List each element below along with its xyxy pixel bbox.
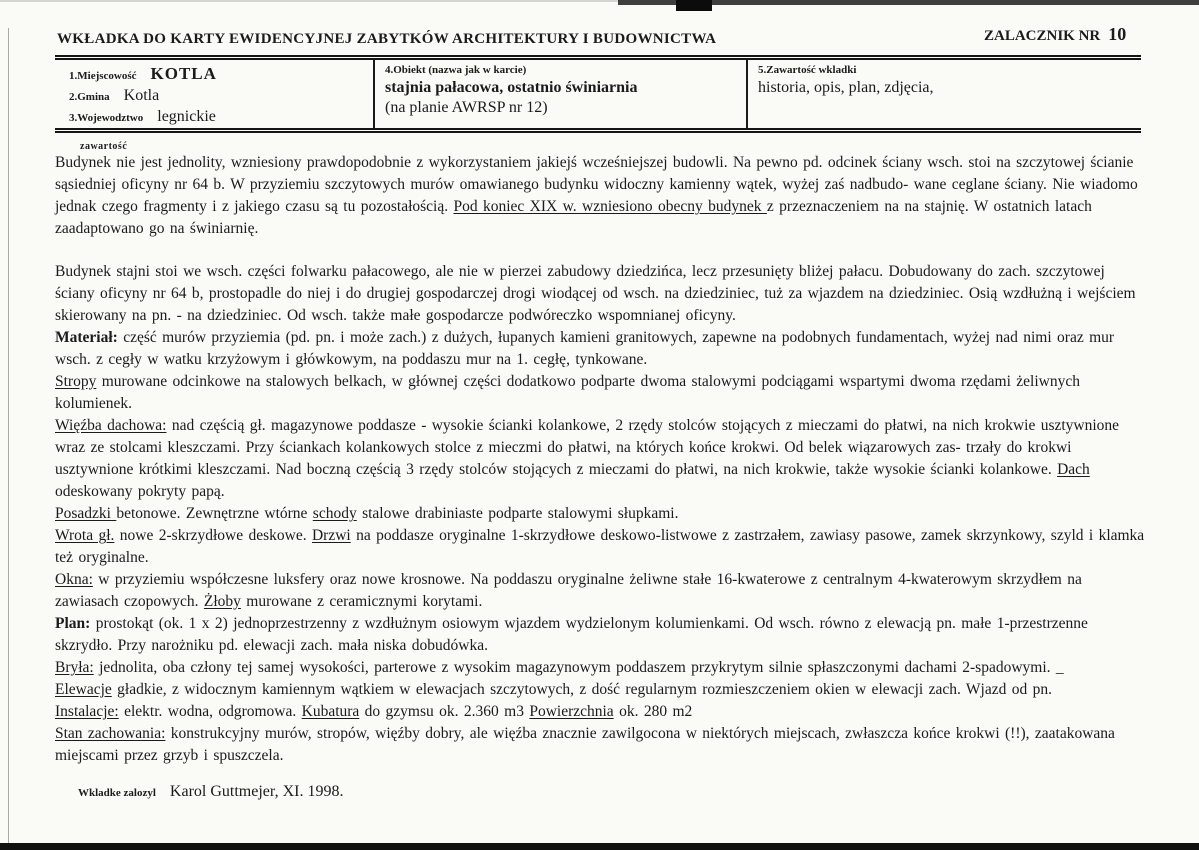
underlined-term: Pod koniec XIX w. wzniesiono obecny budynek [453,198,767,215]
text-segment: ok. 280 m2 [613,703,693,720]
footer [78,783,343,801]
body-paragraph [55,371,1149,415]
text-segment: jednolita, oba człony tej samej wysokości, parterowe z wysokim magazynowym poddaszem przykrytym silnie spłaszczonymi dachami 2-spadowymi. _ [93,659,1064,676]
field-value-obiekt-line1: stajnia pałacowa, ostatnio świniarnia [385,79,638,96]
body-paragraph [55,569,1149,613]
underlined-term: Wrota gł. [55,527,115,544]
section-label: zawartość [80,141,128,152]
field-gmina [69,87,365,105]
scan-artifact-left-edge [8,28,9,843]
attachment-label: ZALACZNIK NR [984,28,1101,44]
field-value-wojewodztwo: legnickie [157,108,216,125]
body-paragraph [55,701,1149,723]
footer-author-date: Karol Guttmejer, XI. 1998. [169,783,344,800]
underlined-term: Więźba dachowa: [55,417,167,434]
page-title: WKŁADKA DO KARTY EWIDENCYJNEJ ZABYTKÓW ARCHITEKTURY I BUDOWNICTWA [57,31,717,47]
document-content [55,141,1149,767]
underlined-term: schody [312,505,357,522]
text-segment: nowe 2-skrzydłowe deskowe. [114,527,312,544]
scan-artifact-bottom-bar [0,843,1199,850]
underlined-term: Bryła: [55,659,94,676]
text-segment: stalowe drabiniaste podparte stalowymi słupkami. [356,505,679,522]
attachment-number [984,24,1126,45]
body-paragraph [55,723,1149,767]
text-segment: do gzymsu ok. 2.360 m3 [359,703,530,720]
field-value-gmina: Kotla [123,87,160,104]
document-body [55,152,1149,767]
text-segment: Budynek nie jest jednolity, wzniesiony prawdopodobnie z wykorzystaniem jakiejś wcześniejszej budowli. Na pewno pd. odcinek ściany wsch. stoi na szczytowej ścianie sąsiedniej oficyny nr 64 b. W przyziemiu szczytowych murów omawianego budynku widoczny kamienny wątek, wyżej zaś nadbudo- wane ceglane ściany. Nie wiadomo jednak czego fragmenty i z jakiego czasu są tu pozostałością. [55,154,1138,215]
body-paragraph [55,152,1149,240]
field-wojewodztwo [69,108,365,126]
underlined-term: Dach [1057,461,1090,478]
attachment-value: 10 [1108,24,1127,44]
field-miejscowosc [69,64,365,84]
field-value-miejscowosc: KOTLA [150,64,217,83]
text-segment: elektr. wodna, odgromowa. [118,703,302,720]
bold-term: Plan: [55,615,91,632]
form-cell-location [55,60,375,128]
footer-label: Wkladke zalozyl [78,787,156,799]
text-segment: betonowe. Zewnętrzne wtórne [116,505,313,522]
underlined-term: Okna: [55,571,93,588]
body-paragraph [55,261,1149,327]
text-segment: Budynek stajni stoi we wsch. części folwarku pałacowego, ale nie w pierzei zabudowy dziedzińca, lecz przesunięty bliżej pałacu. Dobudowany do zach. szczytowej ściany oficyny nr 64 b, prostopadle do niej i do drugiej gospodarczej drogi wiodącej od wsch. na dziedziniec, tuż za wjazdem na dziedziniec. Osią wzdłużną i wejściem skierowany na pn. - na dziedziniec. Od wsch. także małe gospodarcze podwóreczko wspomnianej oficyny. [55,263,1136,324]
body-paragraph [55,503,1149,525]
underlined-term: Stan zachowania: [55,725,166,742]
form-cell-contents [748,60,1141,128]
body-paragraph [55,327,1149,371]
text-segment: na poddasze oryginalne 1-skrzydłowe deskowo-listwowe z zastrzałem, zawiasy pasowe, zamek skrzynkowy, szyld i klamka też oryginalne. [55,527,1145,566]
field-label-gmina: 2.Gmina [69,91,110,103]
text-segment: odeskowany pokryty papą. [55,483,225,500]
underlined-term: Powierzchnia [529,703,614,720]
text-segment: część murów przyziemia (pd. pn. i może zach.) z dużych, łupanych kamieni granitowych, zapewne na podobnych fundamentach, wyżej nad nimi oraz mur wsch. z cegły w watku krzyżowym i główkowym, na poddaszu mur na 1. cegłę, tynkowane. [55,329,1115,368]
underlined-term: Posadzki [55,505,117,522]
body-paragraph [55,415,1149,503]
text-segment: prostokąt (ok. 1 x 2) jednoprzestrzenny z wzdłużnym osiowym wjazdem wydzielonym kolumienkami. Od wsch. równo z elewacją pn. małe 1-przestrzenne skzrydło. Przy narożniku pd. elewacji zach. mała niska dobudówka. [55,615,1088,654]
text-segment: gładkie, z widocznym kamiennym wątkiem w elewacjach szczytowych, z dość regularnym rozmieszczeniem okien w elewacji zach. Wjazd od pn. [111,681,1052,698]
underlined-term: Drzwi [311,527,351,544]
body-paragraph [55,525,1149,569]
text-segment: z przeznaczeniem na na stajnię. W ostatnich latach zaadaptowano go na świniarnię. [55,198,1092,237]
scan-artifact-black-blob [676,0,712,11]
text-segment: murowane z ceramicznymi korytami. [240,593,483,610]
header-form-table [55,55,1141,133]
field-label-obiekt: 4.Obiekt (nazwa jak w karcie) [385,64,527,76]
underlined-term: Elewacje [55,681,112,698]
text-segment: w przyziemiu współczesne luksfery oraz nowe krosnowe. Na poddaszu oryginalne żeliwne stałe 16-kwaterowe z centralnym 4-kwaterowym skrzydłem na zawiasach czopowych. [55,571,1082,610]
text-segment: nad częścią gł. magazynowe poddasze - wysokie ścianki kolankowe, 2 rzędy stolców stojących z mieczami do płatwi, na nich krokwie usztywnione wraz ze stolcami kleszczami. Przy ściankach kolankowych stolce z mieczmi do płatwi, na których końce krokwi. Od belek wiązarowych zas- trzały do krokwi usztywnione krótkimi kleszczami. Nad boczną częścią 3 rzędy stolców stojących z mieczami do płatwi, na nich krokwie, także wysokie ścianki kolankowe. [55,417,1120,478]
underlined-term: Kubatura [301,703,360,720]
form-cell-object [375,60,748,128]
underlined-term: Instalacje: [55,703,119,720]
underlined-term: Żłoby [203,593,241,610]
field-label-miejscowosc: 1.Miejscowość [69,70,137,82]
field-value-obiekt-line2: (na planie AWRSP nr 12) [385,99,548,116]
underlined-term: Stropy [55,373,97,390]
body-paragraph [55,613,1149,657]
field-label-wojewodztwo: 3.Wojewodztwo [69,112,144,124]
text-segment: konstrukcyjny murów, stropów, więźby dobry, ale więźba znacznie zawilgocona w niektórych miejscach, zwłaszcza końce krokwi (!!), zaatakowana miejscami przez grzyb i spuszczela. [55,725,1115,764]
body-paragraph [55,657,1149,679]
text-segment: murowane odcinkowe na stalowych belkach, w głównej części dodatkowo podparte dwoma stalowymi podciągami wspartymi dwoma rzędami żeliwnych kolumienek. [55,373,1080,412]
body-paragraph [55,679,1149,701]
field-label-zawartosc-wkladki: 5.Zawartość wkladki [758,64,857,76]
bold-term: Materiał: [55,329,118,346]
field-value-zawartosc-wkladki: historia, opis, plan, zdjęcia, [758,79,934,96]
